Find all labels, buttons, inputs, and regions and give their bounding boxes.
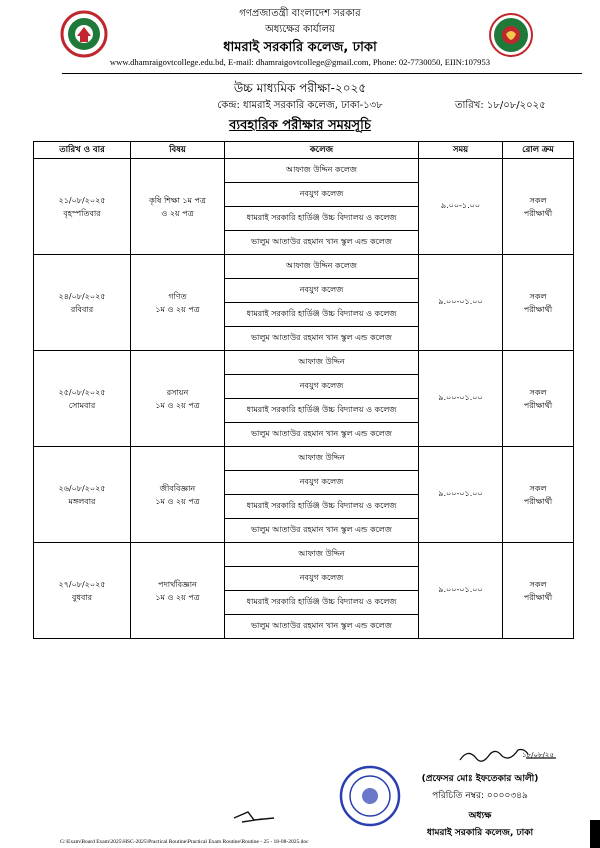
exam-date: ২৬/০৮/২০২৫ xyxy=(58,483,106,493)
roll-examinees: পরীক্ষার্থী xyxy=(523,208,553,218)
table-row xyxy=(34,351,574,375)
date-day-cell xyxy=(34,447,131,543)
subject-name: পদার্থবিজ্ঞান xyxy=(158,579,197,589)
table-row xyxy=(34,159,574,183)
exam-day: মঙ্গলবার xyxy=(68,496,96,506)
subject-paper: ১ম ও ২য় পত্র xyxy=(155,400,200,410)
college-cell: ভালুম আতাউর রহমান খান স্কুল এন্ড কলেজ xyxy=(225,231,419,255)
govt-line: গণপ্রজাতন্ত্রী বাংলাদেশ সরকার xyxy=(239,8,361,19)
roll-examinees: পরীক্ষার্থী xyxy=(523,496,553,506)
principal-id: পরিচিতি নম্বর: ০০০০৩৪৯ xyxy=(432,791,528,801)
time-cell: ৯.০০-০১.০০ xyxy=(419,351,503,447)
table-row xyxy=(34,447,574,471)
exam-title: উচ্চ মাধ্যমিক পরীক্ষা-২০২৫ xyxy=(233,81,367,95)
official-seal xyxy=(338,764,402,828)
college-cell: আফাজ উদ্দিন কলেজ xyxy=(225,159,419,183)
exam-date: ২৭/০৮/২০২৫ xyxy=(58,579,106,589)
exam-day: বৃহস্পতিবার xyxy=(63,208,101,218)
table-header-row xyxy=(34,142,574,159)
subject-paper: ও ২য় পত্র xyxy=(161,208,194,218)
roll-all: সকল xyxy=(529,579,547,589)
college-cell: ভালুম আতাউর রহমান খান স্কুল এন্ড কলেজ xyxy=(225,615,419,639)
roll-all: সকল xyxy=(529,483,547,493)
college-cell: আফাজ উদ্দিন xyxy=(225,543,419,567)
college-cell: ভালুম আতাউর রহমান খান স্কুল এন্ড কলেজ xyxy=(225,327,419,351)
time-cell: ৯.০০-০১.০০ xyxy=(419,447,503,543)
subject-cell xyxy=(131,255,225,351)
scan-edge xyxy=(590,820,600,848)
roll-cell xyxy=(503,447,574,543)
table-row xyxy=(34,255,574,279)
header-subject: বিষয় xyxy=(131,142,225,159)
roll-examinees: পরীক্ষার্থী xyxy=(523,592,553,602)
time-cell: ৯.০০-০১.০০ xyxy=(419,543,503,639)
exam-date: ২৫/০৮/২০২৫ xyxy=(58,387,106,397)
header-college: কলেজ xyxy=(225,142,419,159)
date-day-cell xyxy=(34,351,131,447)
header-time: সময় xyxy=(419,142,503,159)
college-cell: ধামরাই সরকারি হার্ডিঞ্জ উচ্চ বিদ্যালয় ও কলেজ xyxy=(225,495,419,519)
header-rule xyxy=(62,73,582,74)
college-cell: ধামরাই সরকারি হার্ডিঞ্জ উচ্চ বিদ্যালয় ও কলেজ xyxy=(225,399,419,423)
time-cell: ৯.০০-০১.০০ xyxy=(419,255,503,351)
subject-cell xyxy=(131,447,225,543)
college-cell: আফাজ উদ্দিন কলেজ xyxy=(225,255,419,279)
college-cell: আফাজ উদ্দিন xyxy=(225,447,419,471)
college-cell: আফাজ উদ্দিন xyxy=(225,351,419,375)
subject-paper: ১ম ও ২য় পত্র xyxy=(155,592,200,602)
college-cell: নবযুগ কলেজ xyxy=(225,375,419,399)
date-day-cell xyxy=(34,159,131,255)
principal-name: (প্রফেসর মোঃ ইফতেকার আলী) xyxy=(421,774,539,784)
table-row xyxy=(34,543,574,567)
subject-name: রসায়ন xyxy=(166,387,189,397)
college-cell: নবযুগ কলেজ xyxy=(225,471,419,495)
exam-day: বুধবার xyxy=(71,592,93,602)
header-roll: রোল ক্রম xyxy=(503,142,574,159)
subject-paper: ১ম ও ২য় পত্র xyxy=(155,304,200,314)
subject-cell xyxy=(131,159,225,255)
contact-line: www.dhamraigovtcollege.edu.bd, E-mail: dhamraigovtcollege@gmail.com, Phone: 02-7730050, EIIN:107953 xyxy=(109,57,491,67)
file-path-footer: G:\Exam\Board Exam\2025\HSC-2025\Practical Routine\Practical Exam Routine\Routine - 25 - 18-08-2025.doc xyxy=(60,839,309,845)
college-cell: নবযুগ কলেজ xyxy=(225,279,419,303)
subject-cell xyxy=(131,543,225,639)
college-cell: ধামরাই সরকারি হার্ডিঞ্জ উচ্চ বিদ্যালয় ও কলেজ xyxy=(225,591,419,615)
principal-signature xyxy=(456,746,566,770)
time-cell: ৯.০০-১.০০ xyxy=(419,159,503,255)
issue-date: তারিখ: ১৮/০৮/২০২৫ xyxy=(455,100,546,111)
exam-centre: কেন্দ্র: ধামরাই সরকারি কলেজ, ঢাকা-১৩৮ xyxy=(217,100,383,111)
date-day-cell xyxy=(34,255,131,351)
roll-all: সকল xyxy=(529,387,547,397)
subject-cell xyxy=(131,351,225,447)
roll-cell xyxy=(503,255,574,351)
roll-cell xyxy=(503,543,574,639)
schedule-title: ব্যবহারিক পরীক্ষার সময়সূচি xyxy=(229,118,371,133)
roll-all: সকল xyxy=(529,195,547,205)
subject-paper: ১ম ও ২য় পত্র xyxy=(155,496,200,506)
college-cell: ধামরাই সরকারি হার্ডিঞ্জ উচ্চ বিদ্যালয় ও কলেজ xyxy=(225,303,419,327)
left-signature xyxy=(232,806,278,828)
signature-date-text: ১৮/০৮/২৫ xyxy=(522,751,554,759)
routine-table xyxy=(33,141,574,639)
roll-cell xyxy=(503,351,574,447)
college-cell: ভালুম আতাউর রহমান খান স্কুল এন্ড কলেজ xyxy=(225,519,419,543)
exam-day: রবিবার xyxy=(70,304,94,314)
college-cell: ধামরাই সরকারি হার্ডিঞ্জ উচ্চ বিদ্যালয় ও কলেজ xyxy=(225,207,419,231)
subject-name: কৃষি শিক্ষা ১ম পত্র xyxy=(149,195,206,205)
exam-date: ২৪/০৮/২০২৫ xyxy=(58,291,106,301)
roll-examinees: পরীক্ষার্থী xyxy=(523,304,553,314)
college-cell: নবযুগ কলেজ xyxy=(225,183,419,207)
exam-date: ২১/০৮/২০২৫ xyxy=(58,195,106,205)
exam-day: সোমবার xyxy=(68,400,96,410)
header-date-day: তারিখ ও বার xyxy=(34,142,131,159)
roll-all: সকল xyxy=(529,291,547,301)
college-name: ধামরাই সরকারি কলেজ, ঢাকা xyxy=(223,40,377,55)
office-line: অধ্যক্ষের কার্যালয় xyxy=(265,24,335,35)
subject-name: গণিত xyxy=(168,291,187,301)
subject-name: জীববিজ্ঞান xyxy=(159,483,196,493)
principal-designation: অধ্যক্ষ xyxy=(468,811,492,821)
college-cell: নবযুগ কলেজ xyxy=(225,567,419,591)
college-cell: ভালুম আতাউর রহমান খান স্কুল এন্ড কলেজ xyxy=(225,423,419,447)
roll-cell xyxy=(503,159,574,255)
roll-examinees: পরীক্ষার্থী xyxy=(523,400,553,410)
date-day-cell xyxy=(34,543,131,639)
principal-college: ধামরাই সরকারি কলেজ, ঢাকা xyxy=(426,828,534,838)
